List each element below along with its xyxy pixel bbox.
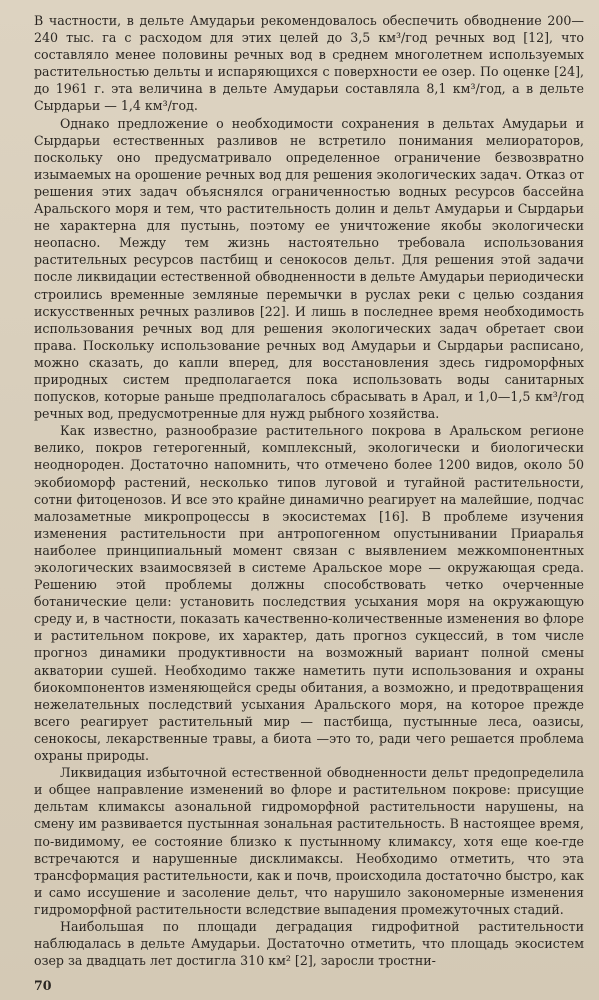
body-text bbox=[34, 12, 584, 969]
paragraph-3: Как известно, разнообразие растительного покрова в Аральском регионе велико, покров гетерогенный, комплексный, экологически и биологически неоднороден. Достаточно напомнить, что отмечено более 1200 видов, около 50 экобиоморф растений, несколько типов луговой и тугайной растительности, сотни фитоценозов. И все это крайне динамично реагирует на малейшие, подчас малозаметные микропроцессы в экосистемах [16]. В проблеме изучения изменения растительности при антропогенном опустынивании Приаралья наиболее принципиальный момент связан с выявлением межкомпонентных экологических взаимосвязей в системе Аральское море — окружающая среда. Решению этой проблемы должны способствовать четко очерченные ботанические цели: установить последствия усыхания моря на окружающую среду и, в частности, показать качественно-количественные изменения во флоре и растительном покрове, их характер, дать прогноз сукцессий, в том числе прогноз динамики продуктивности на возможный вариант полной смены акватории сушей. Необходимо также наметить пути использования и охраны биокомпонентов изменяющейся среды обитания, а возможно, и предотвращения нежелательных последствий усыхания Аральского моря, на которое прежде всего реагирует растительный мир — пастбища, пустынные леса, оазисы, сенокосы, лекарственные травы, а биота —это то, ради чего решается проблема охраны природы. bbox=[34, 423, 584, 764]
paragraph-1: В частности, в дельте Амударьи рекомендовалось обеспечить обводнение 200—240 тыс. га с расходом для этих целей до 3,5 км³/год речных вод [12], что составляло менее половины речных вод в среднем многолетнем используемых растительностью дельты и испаряющихся с поверхности ее озер. По оценке [24], до 1961 г. эта величина в дельте Амударьи составляла 8,1 км³/год, а в дельте Сырдарьи — 1,4 км³/год. bbox=[34, 13, 584, 114]
page-number: 70 bbox=[34, 978, 52, 993]
paragraph-4: Ликвидация избыточной естественной обводненности дельт предопределила и общее направление изменений во флоре и растительном покрове: присущие дельтам климаксы азональной гидроморфной растительности нарушены, на смену им развивается пустынная зональная растительность. В настоящее время, по-видимому, ее состояние близко к пустынному климаксу, хотя еще кое-где встречаются и нарушенные дисклимаксы. Необходимо отметить, что эта трансформация растительности, как и почв, происходила достаточно быстро, как и само иссушение и засоление дельт, что нарушило закономерные изменения гидроморфной растительности вследствие выпадения промежуточных стадий. bbox=[34, 765, 585, 917]
paragraph-2: Однако предложение о необходимости сохранения в дельтах Амударьи и Сырдарьи естественных разливов не встретило понимания мелиораторов, поскольку оно предусматривало определенное ограничение безвозвратно изымаемых на орошение речных вод для решения экологических задач. Отказ от решения этих задач объяснялся ограниченностью водных ресурсов бассейна Аральского моря и тем, что растительность долин и дельт Амударьи и Сырдарьи не характерна для пустынь, поэтому ее уничтожение якобы экологически неопасно. Между тем жизнь настоятельно требовала использования растительных ресурсов пастбищ и сенокосов дельт. Для решения этой задачи после ликвидации естественной обводненности в дельте Амударьи периодически строились временные земляные перемычки в руслах реки с целью создания искусственных речных разливов [22]. И лишь в последнее время необходимость использования речных вод для решения экологических задач обретает свои права. Поскольку использование речных вод Амударьи и Сырдарьи расписано, можно сказать, до капли вперед, для восстановления здесь гидроморфных природных систем предполагается пока использовать воды санитарных попусков, которые раньше предполагалось сбрасывать в Арал, и 1,0—1,5 км³/год речных вод, предусмотренные для нужд рыбного хозяйства. bbox=[34, 115, 584, 422]
paragraph-5: Наибольшая по площади деградация гидрофитной растительности наблюдалась в дельте Амударьи. Достаточно отметить, что площадь экосистем озер за двадцать лет достигла 310 км² [2], заросли тростни- bbox=[34, 918, 584, 969]
